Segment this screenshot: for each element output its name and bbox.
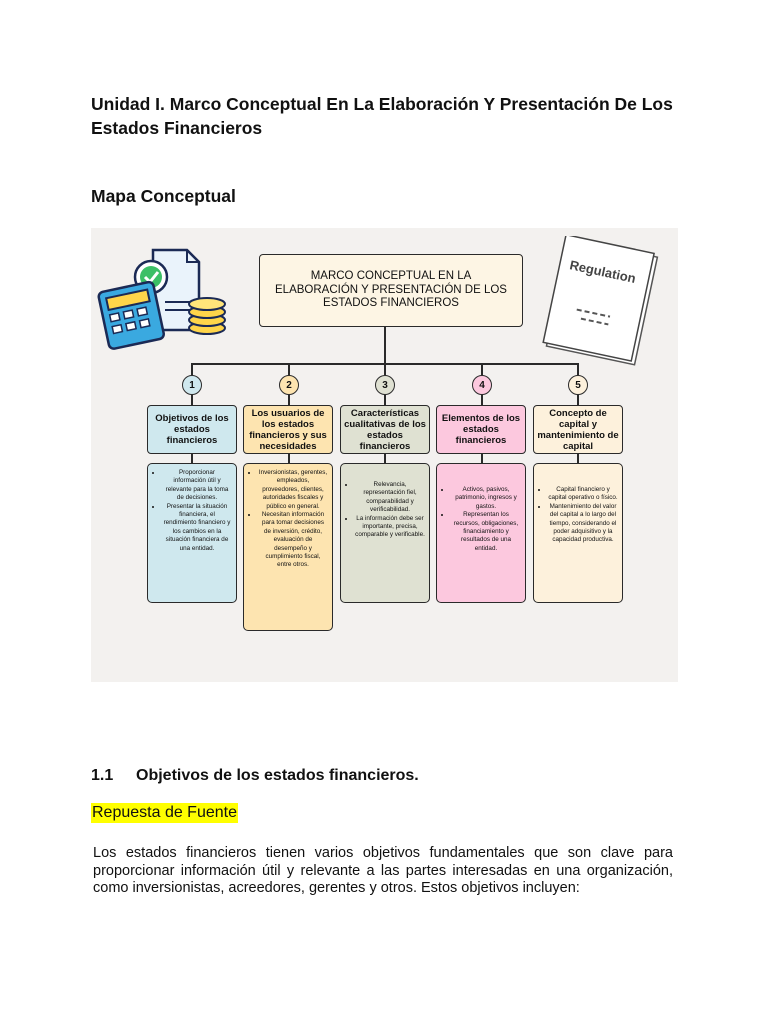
branch-number-3: 3 <box>375 375 395 395</box>
branch-title-4: Elementos de los estados financieros <box>436 405 526 454</box>
branch-number-1: 1 <box>182 375 202 395</box>
branch-title-2: Los usuarios de los estados financieros y sus necesidades <box>243 405 333 454</box>
regulation-label: Regulation <box>568 257 638 286</box>
branch-details-5 <box>533 463 623 603</box>
branch-connector <box>384 363 386 375</box>
highlighted-label: Repuesta de Fuente <box>92 804 237 821</box>
regulation-document-icon <box>533 236 665 366</box>
branch-connector <box>481 395 483 405</box>
branch-connector <box>577 395 579 405</box>
branch-number-2: 2 <box>279 375 299 395</box>
list-item: • Activos, pasivos, patrimonio, ingresos y gastos. <box>451 486 521 511</box>
list-item: • Relevancia, representación fiel, comparabilidad y verificabilidad. <box>355 481 425 515</box>
branch-title-1: Objetivos de los estados financieros <box>147 405 237 454</box>
list-item: • Mantenimiento del valor del capital a lo largo del tiempo, considerando el poder adquisitivo y la capacidad productiva. <box>548 503 618 545</box>
branch-number-5: 5 <box>568 375 588 395</box>
concept-map-heading: Mapa Conceptual <box>91 186 236 206</box>
section-heading <box>91 767 419 785</box>
concept-map-figure <box>91 228 678 682</box>
branch-connector <box>384 454 386 463</box>
branch-connector <box>384 395 386 405</box>
branch-connector <box>191 395 193 405</box>
branch-details-2 <box>243 463 333 631</box>
branch-connector <box>191 363 193 375</box>
branch-connector <box>288 363 290 375</box>
branch-title-3: Características cualitativas de los estados financieros <box>340 405 430 454</box>
list-item: • Proporcionar información útil y relevante para la toma de decisiones. <box>162 469 232 503</box>
list-item: • Presentar la situación financiera, el rendimiento financiero y los cambios en la situación financiera de una entidad. <box>162 503 232 553</box>
list-item: • La información debe ser importante, precisa, comparable y verificable. <box>355 515 425 540</box>
main-concept-box: MARCO CONCEPTUAL EN LA ELABORACIÓN Y PRESENTACIÓN DE LOS ESTADOS FINANCIEROS <box>259 254 523 327</box>
branch-connector <box>577 454 579 463</box>
branch-details-3 <box>340 463 430 603</box>
branch-connector <box>288 395 290 405</box>
list-item: • Inversionistas, gerentes, empleados, proveedores, clientes, autoridades fiscales y público en general. <box>258 469 328 511</box>
section-number: 1.1 <box>91 767 114 784</box>
branch-number-4: 4 <box>472 375 492 395</box>
branch-details-1 <box>147 463 237 603</box>
main-connector <box>384 327 386 363</box>
branch-details-4 <box>436 463 526 603</box>
branch-connector <box>288 454 290 463</box>
branch-connector <box>481 454 483 463</box>
document-title: Unidad I. Marco Conceptual En La Elaboración Y Presentación De Los Estados Financieros <box>91 94 673 138</box>
branch-connector <box>577 363 579 375</box>
body-paragraph: Los estados financieros tienen varios objetivos fundamentales que son clave para proporcionar información útil y relevante a las partes interesadas en una organización, como inversionistas, acreedores, gerentes y otros. Estos objetivos incluyen: <box>93 845 673 896</box>
list-item: • Representan los recursos, obligaciones, financiamiento y resultados de una entidad. <box>451 511 521 553</box>
branch-connector <box>481 363 483 375</box>
branch-connector <box>191 454 193 463</box>
list-item: • Capital financiero y capital operativo o físico. <box>548 486 618 503</box>
list-item: • Necesitan información para tomar decisiones de inversión, crédito, evaluación de desempeño y cumplimiento fiscal, entre otros. <box>258 511 328 570</box>
branch-title-5: Concepto de capital y mantenimiento de capital <box>533 405 623 454</box>
section-title: Objetivos de los estados financieros. <box>136 767 419 784</box>
finance-illustration-icon <box>95 242 235 352</box>
